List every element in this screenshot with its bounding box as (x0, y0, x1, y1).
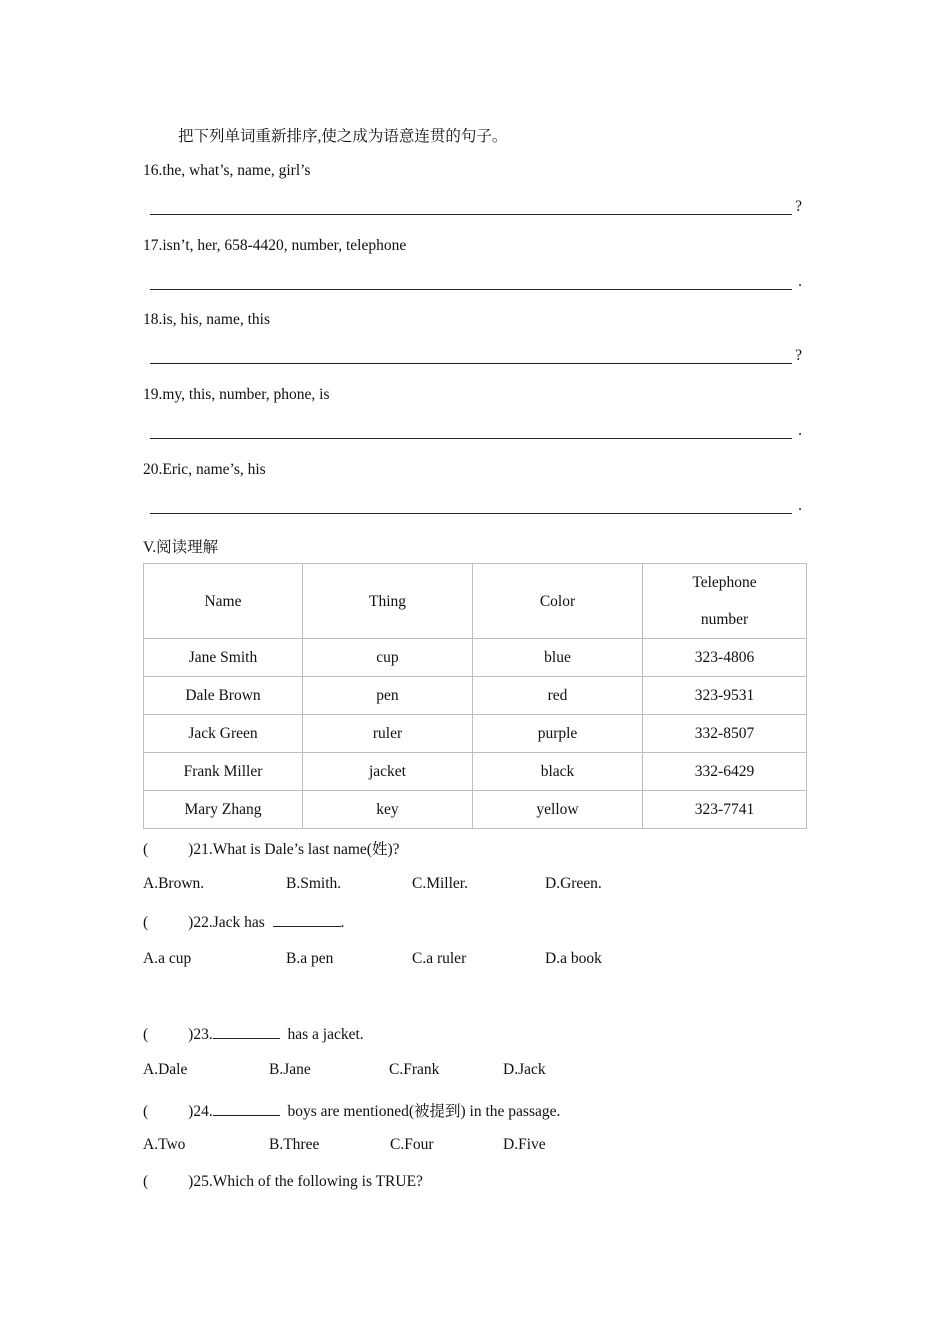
info-table (143, 563, 807, 829)
question-20-prompt: 20.Eric, name’s, his (143, 461, 266, 478)
table-row (144, 753, 807, 791)
question-22-end: . (340, 914, 345, 931)
table-cell: jacket (303, 753, 473, 791)
question-19-prompt: 19.my, this, number, phone, is (143, 386, 330, 403)
question-23-text: 23. (193, 1026, 213, 1043)
question-16-prompt: 16.the, what’s, name, girl’s (143, 162, 311, 179)
section-title: V.阅读理解 (143, 539, 219, 556)
answer-line-17[interactable] (150, 273, 802, 293)
question-25 (143, 1173, 423, 1191)
option-21-d[interactable]: D.Green. (545, 875, 602, 892)
answer-20-punct: . (798, 497, 802, 514)
answer-line-16[interactable] (150, 198, 802, 218)
table-row (144, 639, 807, 677)
question-18-prompt: 18.is, his, name, this (143, 311, 271, 328)
fill-blank-22[interactable] (273, 912, 341, 927)
table-cell: black (473, 753, 643, 791)
table-header-row (144, 564, 807, 639)
header-name: Name (144, 564, 303, 639)
table-cell: Dale Brown (144, 677, 303, 715)
question-17-prompt: 17.isn’t, her, 658-4420, number, telephone (143, 237, 407, 254)
answer-paren-close: ) (188, 1026, 194, 1043)
option-21-a[interactable]: A.Brown. (143, 875, 205, 892)
table-cell: key (303, 791, 473, 829)
option-23-a[interactable]: A.Dale (143, 1061, 188, 1078)
question-24-end: boys are mentioned(被提到) in the passage. (287, 1103, 561, 1120)
answer-paren-close: ) (188, 1103, 194, 1120)
table-cell: 323-4806 (643, 639, 807, 677)
answer-paren-open: ( (143, 1103, 149, 1120)
option-22-d[interactable]: D.a book (545, 950, 602, 967)
fill-blank-24[interactable] (213, 1101, 280, 1116)
answer-19-punct: . (798, 422, 802, 439)
fill-blank-23[interactable] (213, 1024, 280, 1039)
question-21 (143, 837, 400, 859)
option-22-b[interactable]: B.a pen (286, 950, 334, 967)
header-thing: Thing (303, 564, 473, 639)
header-number: number (700, 611, 749, 628)
table-cell: pen (303, 677, 473, 715)
option-24-d[interactable]: D.Five (503, 1136, 546, 1153)
answer-line-20[interactable] (150, 497, 802, 517)
question-25-text: 25.Which of the following is TRUE? (193, 1173, 423, 1190)
question-21-text: 21.What is Dale’s last name(姓)? (193, 841, 400, 858)
option-24-b[interactable]: B.Three (269, 1136, 320, 1153)
table-cell: Jack Green (144, 715, 303, 753)
table-cell: ruler (303, 715, 473, 753)
table-row (144, 791, 807, 829)
header-color: Color (473, 564, 643, 639)
table-cell: blue (473, 639, 643, 677)
table-cell: Jane Smith (144, 639, 303, 677)
option-21-c[interactable]: C.Miller. (412, 875, 468, 892)
table-cell: cup (303, 639, 473, 677)
question-23-end: has a jacket. (287, 1026, 364, 1043)
option-23-d[interactable]: D.Jack (503, 1061, 546, 1078)
table-cell: red (473, 677, 643, 715)
option-22-c[interactable]: C.a ruler (412, 950, 467, 967)
option-22-a[interactable]: A.a cup (143, 950, 192, 967)
question-23 (143, 1024, 364, 1044)
question-24-text: 24. (193, 1103, 213, 1120)
option-23-b[interactable]: B.Jane (269, 1061, 311, 1078)
answer-paren-open: ( (143, 1026, 149, 1043)
option-21-b[interactable]: B.Smith. (286, 875, 342, 892)
header-telephone: Telephone (692, 574, 757, 591)
table-cell: 332-8507 (643, 715, 807, 753)
answer-paren-open: ( (143, 841, 149, 858)
question-22-text: 22.Jack has (193, 914, 265, 931)
table-cell: yellow (473, 791, 643, 829)
table-cell: Frank Miller (144, 753, 303, 791)
answer-line-18[interactable] (150, 347, 802, 367)
table-cell: Mary Zhang (144, 791, 303, 829)
option-23-c[interactable]: C.Frank (389, 1061, 440, 1078)
answer-line-19[interactable] (150, 422, 802, 442)
question-24 (143, 1099, 560, 1121)
answer-paren-open: ( (143, 1173, 149, 1190)
answer-paren-open: ( (143, 914, 149, 931)
table-row (144, 715, 807, 753)
answer-paren-close: ) (188, 1173, 194, 1190)
answer-18-punct: ? (795, 347, 802, 364)
instruction-text: 把下列单词重新排序,使之成为语意连贯的句子。 (178, 128, 508, 145)
answer-paren-close: ) (188, 841, 194, 858)
answer-17-punct: . (798, 273, 802, 290)
table-cell: 323-7741 (643, 791, 807, 829)
table-row (144, 677, 807, 715)
header-telephone-number (643, 564, 807, 639)
answer-paren-close: ) (188, 914, 194, 931)
answer-16-punct: ? (795, 198, 802, 215)
question-22 (143, 912, 344, 932)
table-cell: purple (473, 715, 643, 753)
option-24-a[interactable]: A.Two (143, 1136, 186, 1153)
option-24-c[interactable]: C.Four (390, 1136, 434, 1153)
table-cell: 323-9531 (643, 677, 807, 715)
table-cell: 332-6429 (643, 753, 807, 791)
